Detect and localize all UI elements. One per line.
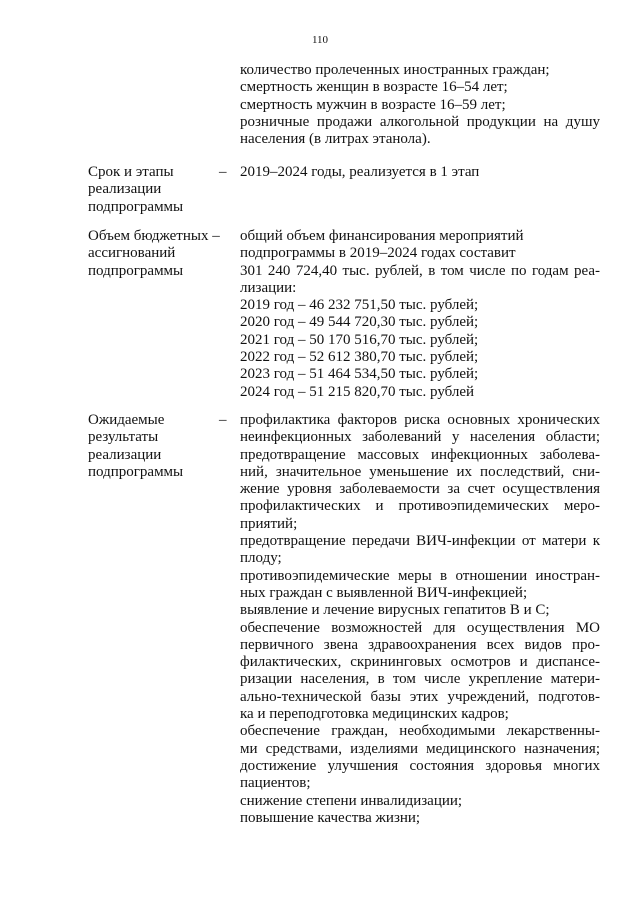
- content-line: пациентов;: [240, 775, 311, 792]
- budget-year-line: 2024 год – 51 215 820,70 тыс. рублей: [240, 383, 475, 400]
- budget-year-line: 2023 год – 51 464 534,50 тыс. рублей;: [240, 366, 479, 383]
- content-line: общий объем финансирования мероприятий: [240, 228, 524, 244]
- row-dash: –: [219, 412, 227, 428]
- content-line: неинфекционных заболеваний у населения области;: [240, 429, 600, 446]
- content-line: предотвращение массовых инфекционных заболева-: [240, 446, 600, 463]
- label-line: подпрограммы: [88, 198, 184, 215]
- row-label-results: [88, 412, 218, 481]
- content-line: ка и переподготовка медицинских кадров;: [240, 706, 509, 723]
- content-line: приятий;: [240, 515, 298, 532]
- row-content-results: [240, 412, 600, 827]
- row-label-budget: [88, 228, 238, 280]
- content-line: 2019–2024 годы, реализуется в 1 этап: [240, 164, 480, 180]
- content-line: профилактических и противоэпидемических меро-: [240, 498, 600, 515]
- row-content-budget: [240, 228, 600, 401]
- label-line: подпрограммы: [88, 463, 184, 480]
- content-line: обеспечение возможностей для осуществления МО: [240, 619, 600, 636]
- content-line: достижение улучшения состояния здоровья многих: [240, 757, 600, 774]
- row-dash: –: [219, 164, 227, 180]
- content-line: плоду;: [240, 550, 282, 567]
- content-line: выявление и лечение вирусных гепатитов В и С;: [240, 602, 550, 619]
- content-line: противоэпидемические меры в отношении иностран-: [240, 567, 600, 584]
- budget-year-line: 2021 год – 50 170 516,70 тыс. рублей;: [240, 331, 479, 348]
- row-content-term: [240, 164, 600, 181]
- content-line: предотвращение передачи ВИЧ-инфекции от матери к: [240, 533, 600, 550]
- content-line: ми средствами, изделиями медицинского назначения;: [240, 740, 600, 757]
- content-line: обеспечение граждан, необходимыми лекарственны-: [240, 723, 600, 740]
- content-line: снижение степени инвалидизации;: [240, 792, 463, 809]
- row-label-term: [88, 164, 218, 216]
- content-line: первичного звена здравоохранения всех видов про-: [240, 636, 600, 653]
- label-line: реализации: [88, 446, 162, 463]
- content-line: филактических, скрининговых осмотров и диспансе-: [240, 654, 600, 671]
- content-line: ально-технической базы этих учреждений, подготов-: [240, 688, 600, 705]
- intro-line: смертность мужчин в возрасте 16–59 лет;: [240, 96, 506, 113]
- intro-line: розничные продажи алкогольной продукции на душу: [240, 113, 600, 130]
- intro-line: количество пролеченных иностранных граждан;: [240, 62, 550, 78]
- content-line: повышение качества жизни;: [240, 809, 421, 826]
- label-line: Объем бюджетных –: [88, 228, 220, 244]
- content-line: 301 240 724,40 тыс. рублей, в том числе по годам реа-: [240, 262, 600, 279]
- label-line: Ожидаемые: [88, 412, 165, 428]
- intro-line: смертность женщин в возрасте 16–54 лет;: [240, 79, 508, 96]
- content-line: профилактика факторов риска основных хронических: [240, 412, 600, 428]
- intro-line: населения (в литрах этанола).: [240, 131, 431, 148]
- content-line: жение уровня заболеваемости за счет осуществления: [240, 481, 600, 498]
- label-line: подпрограммы: [88, 262, 184, 279]
- budget-year-line: 2020 год – 49 544 720,30 тыс. рублей;: [240, 314, 479, 331]
- intro-indicators: [240, 62, 600, 148]
- label-line: Срок и этапы: [88, 164, 174, 180]
- page-number: 110: [311, 34, 329, 46]
- content-line: ных граждан с выявленной ВИЧ-инфекцией;: [240, 584, 528, 601]
- label-line: результаты: [88, 429, 159, 446]
- budget-year-line: 2019 год – 46 232 751,50 тыс. рублей;: [240, 297, 479, 314]
- label-line: реализации: [88, 181, 162, 198]
- content-line: ний, значительное уменьшение их последствий, сни-: [240, 463, 600, 480]
- label-line: ассигнований: [88, 245, 176, 262]
- budget-year-line: 2022 год – 52 612 380,70 тыс. рублей;: [240, 349, 479, 366]
- content-line: подпрограммы в 2019–2024 годах составит: [240, 245, 516, 262]
- content-line: ризации населения, в том числе укрепление матери-: [240, 671, 600, 688]
- content-line: лизации:: [240, 279, 297, 296]
